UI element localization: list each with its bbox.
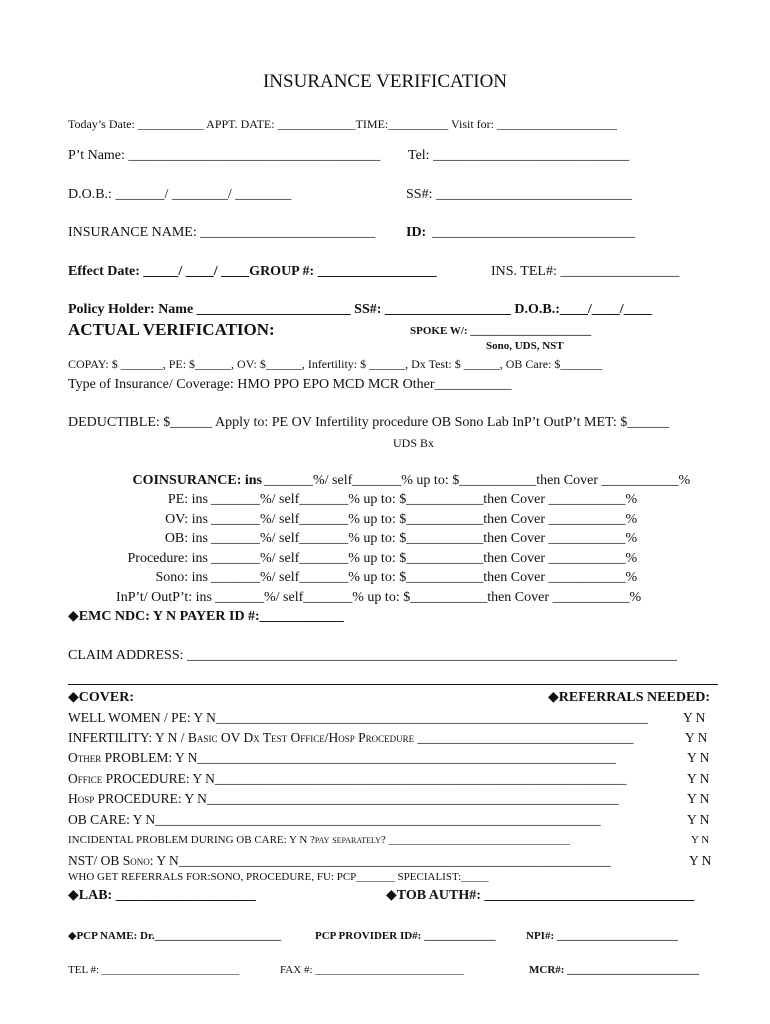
- referral-yn[interactable]: Y N: [685, 730, 708, 745]
- fax-field[interactable]: FAX #: ___________________________: [280, 964, 464, 976]
- insurance-name-field[interactable]: INSURANCE NAME: _________________________: [68, 225, 376, 240]
- referral-yn[interactable]: Y N: [687, 771, 710, 786]
- cover-row-ob-care[interactable]: OB CARE: Y N__________________________________________________________________: [68, 812, 601, 827]
- page-title: INSURANCE VERIFICATION: [262, 71, 508, 92]
- who-gets-referrals-line[interactable]: WHO GET REFERRALS FOR:SONO, PROCEDURE, FU: PCP_______ SPECIALIST:_____: [68, 871, 489, 883]
- cover-heading: ◆COVER:: [68, 690, 134, 705]
- dob-field[interactable]: D.O.B.: _______/ ________/ ________: [68, 187, 292, 202]
- cover-row-other-problem[interactable]: Other PROBLEM: Y N______________________________________________________________: [68, 750, 616, 765]
- cover-row-office-procedure[interactable]: Office PROCEDURE: Y N_____________________________________________________________: [68, 771, 627, 786]
- referrals-needed-heading: ◆REFERRALS NEEDED:: [548, 690, 711, 705]
- tob-auth-field[interactable]: ◆TOB AUTH#: ______________________________: [386, 888, 695, 903]
- spoke-with-field[interactable]: SPOKE W/: ______________________: [410, 325, 592, 337]
- ss-field[interactable]: SS#: ____________________________: [406, 187, 632, 202]
- referral-yn[interactable]: Y N: [683, 710, 706, 725]
- cover-row-infertility[interactable]: INFERTILITY: Y N / Basic OV Dx Test Office/Hosp Procedure ________________________________: [68, 730, 634, 745]
- claim-address-field[interactable]: CLAIM ADDRESS: ______________________________________________________________________: [68, 648, 678, 663]
- ins-tel-field[interactable]: INS. TEL#: _________________: [491, 264, 680, 279]
- coinsurance-row[interactable]: _______%/ self_______% up to: $___________then Cover ___________%: [211, 551, 638, 566]
- referral-yn[interactable]: Y N: [689, 853, 712, 868]
- coinsurance-row[interactable]: _______%/ self_______% up to: $___________then Cover ___________%: [264, 473, 691, 488]
- coinsurance-label: COINSURANCE: ins: [132, 473, 262, 488]
- claim-address-second-line[interactable]: [68, 684, 718, 685]
- coinsurance-label: PE: ins: [167, 492, 208, 507]
- policy-holder-field[interactable]: Policy Holder: Name ______________________ SS#: __________________ D.O.B.:____/____/____: [68, 302, 652, 317]
- referral-yn[interactable]: Y N: [687, 791, 710, 806]
- patient-name-field[interactable]: P’t Name: ____________________________________: [68, 148, 381, 163]
- header-dates-line[interactable]: Today’s Date: ___________ APPT. DATE: _____________TIME:__________ Visit for: ____________________: [68, 117, 617, 131]
- coinsurance-row[interactable]: _______%/ self_______% up to: $___________then Cover ___________%: [211, 492, 638, 507]
- coinsurance-label: Procedure: ins: [127, 551, 208, 566]
- referral-yn[interactable]: Y N: [687, 750, 710, 765]
- deductible-line[interactable]: DEDUCTIBLE: $______ Apply to: PE OV Infertility procedure OB Sono Lab InP’t OutP’t MET: $______: [68, 415, 670, 430]
- lab-field[interactable]: ◆LAB: ____________________: [68, 888, 256, 903]
- npi-field[interactable]: NPI#: ______________________: [526, 930, 678, 942]
- coinsurance-row[interactable]: _______%/ self_______% up to: $___________then Cover ___________%: [211, 512, 638, 527]
- cover-row-well-women[interactable]: WELL WOMEN / PE: Y N________________________________________________________________: [68, 710, 648, 725]
- copay-line[interactable]: COPAY: $ _______, PE: $______, OV: $______, Infertility: $ ______, Dx Test: $ ______, OB Care: $_______: [68, 357, 603, 371]
- tel-bottom-field[interactable]: TEL #: _________________________: [68, 964, 240, 976]
- coinsurance-row[interactable]: _______%/ self_______% up to: $___________then Cover ___________%: [211, 570, 638, 585]
- id-label: ID:: [406, 225, 427, 240]
- tel-field[interactable]: Tel: ____________________________: [408, 148, 630, 163]
- referral-yn[interactable]: Y N: [691, 834, 710, 846]
- coinsurance-label: InP’t/ OutP’t: ins: [116, 590, 212, 605]
- cover-row-hosp-procedure[interactable]: Hosp PROCEDURE: Y N_____________________________________________________________: [68, 791, 619, 806]
- mcr-field[interactable]: MCR#: ________________________: [529, 964, 700, 976]
- cover-row-incidental-problem[interactable]: INCIDENTAL PROBLEM DURING OB CARE: Y N ?pay separately? _________________________________: [68, 834, 571, 846]
- referral-yn[interactable]: Y N: [687, 812, 710, 827]
- insurance-type-line[interactable]: Type of Insurance/ Coverage: HMO PPO EPO MCD MCR Other___________: [68, 377, 512, 392]
- id-field[interactable]: _____________________________: [432, 225, 635, 240]
- cover-row-nst-ob-sono[interactable]: NST/ OB Sono: Y N________________________________________________________________: [68, 853, 611, 868]
- pcp-provider-id-field[interactable]: PCP PROVIDER ID#: _____________: [315, 930, 496, 942]
- coinsurance-label: OV: ins: [165, 512, 208, 527]
- actual-verification-heading: ACTUAL VERIFICATION:: [68, 320, 275, 339]
- coinsurance-label: OB: ins: [164, 531, 208, 546]
- deductible-sub-options: UDS Bx: [393, 436, 435, 450]
- emc-payer-line[interactable]: ◆EMC NDC: Y N PAYER ID #:____________: [68, 609, 344, 624]
- coinsurance-label: Sono: ins: [155, 570, 208, 585]
- coinsurance-row[interactable]: _______%/ self_______% up to: $___________then Cover ___________%: [211, 531, 638, 546]
- coinsurance-row[interactable]: _______%/ self_______% up to: $___________then Cover ___________%: [215, 590, 642, 605]
- effect-date-group-field[interactable]: Effect Date: _____/ ____/ ____GROUP #: _________________: [68, 264, 437, 279]
- pcp-name-field[interactable]: ◆PCP NAME: Dr._______________________: [68, 930, 282, 942]
- spoke-with-options: Sono, UDS, NST: [486, 340, 564, 352]
